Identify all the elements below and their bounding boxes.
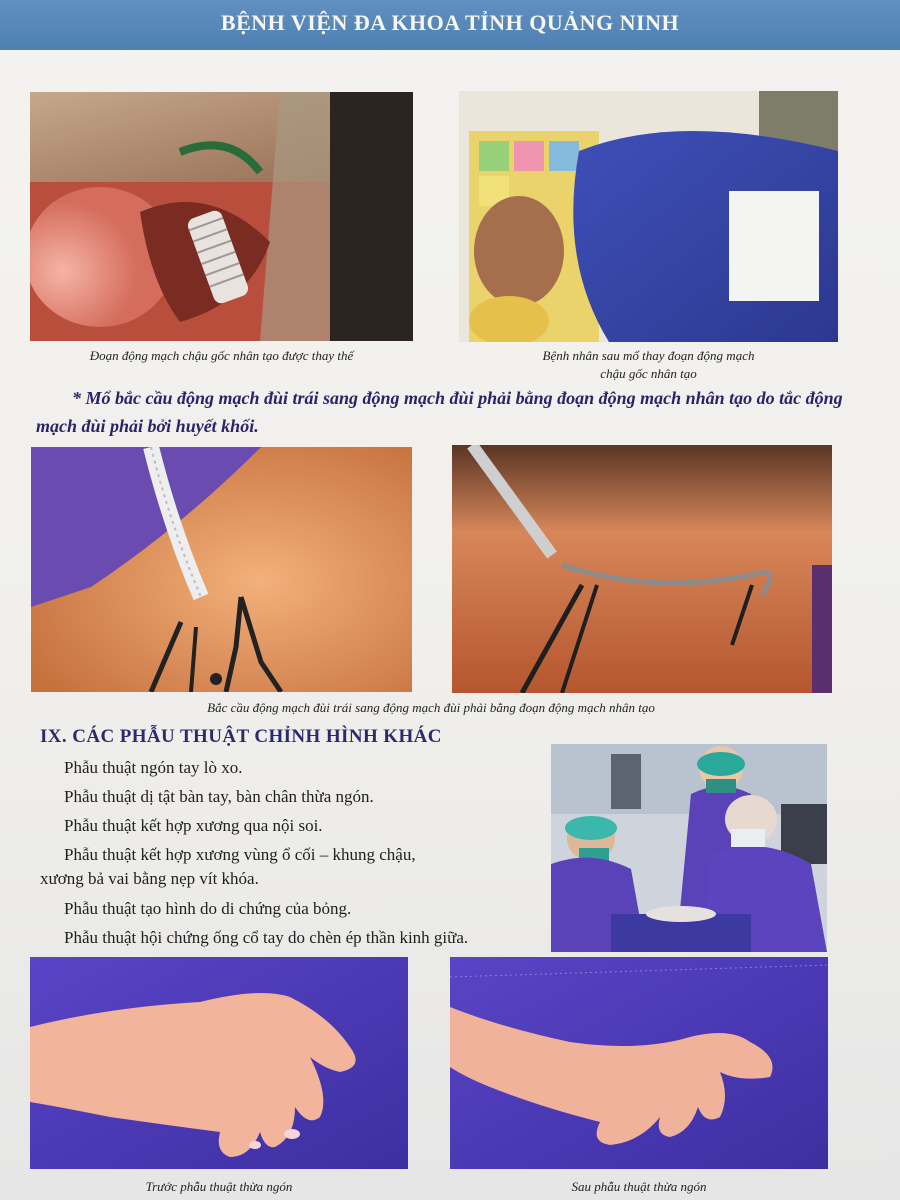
patient-photo-illustration [459,91,838,342]
photo-bypass-left [31,447,412,692]
procedure-item [40,843,544,891]
caption-patient-line1: Bệnh nhân sau mổ thay đoạn động mạch [542,348,755,363]
bypass-photo-illustration-left [31,447,412,692]
procedure-item: Phẫu thuật tạo hình do di chứng của bỏng. [64,899,352,918]
procedure-item: Phẫu thuật kết hợp xương qua nội soi. [64,816,323,835]
bypass-photo-illustration-right [452,445,832,693]
procedure-item: Phẫu thuật ngón tay lò xo. [64,758,243,777]
procedure-item: Phẫu thuật hội chứng ống cổ tay do chèn ép thần kinh giữa. [64,928,469,947]
hospital-title: BỆNH VIỆN ĐA KHOA TỈNH QUẢNG NINH [220,10,680,35]
procedure-item: Phẫu thuật dị tật bàn tay, bàn chân thừa ngón. [64,787,374,806]
photo-artificial-artery-segment [30,92,413,341]
caption-after-surgery: Sau phẫu thuật thừa ngón [571,1179,707,1194]
caption-before-surgery: Trước phẫu thuật thừa ngón [145,1179,293,1194]
caption-artificial-artery: Đoạn động mạch chậu gốc nhân tạo được thay thế [89,348,354,363]
photo-hand-before [30,957,408,1169]
procedure-list [40,756,544,955]
caption-patient-line2: chậu gốc nhân tạo [600,366,697,381]
caption-bypass: Bắc cầu động mạch đùi trái sang động mạch đùi phải bằng đoạn động mạch nhân tạo [207,700,655,715]
operating-room-illustration [551,744,827,952]
hand-before-illustration [30,957,408,1169]
photo-hand-after [450,957,828,1169]
section-title-ix: IX. CÁC PHẪU THUẬT CHỈNH HÌNH KHÁC [40,726,442,747]
photo-operating-room [551,744,827,952]
procedure-item-continuation: xương bả vai bằng nẹp vít khóa. [40,869,259,888]
surgery-photo-illustration [30,92,413,341]
header-bar [0,0,900,50]
photo-patient-after-surgery [459,91,838,342]
photo-bypass-right [452,445,832,693]
hand-after-illustration [450,957,828,1169]
bypass-heading: * Mổ bắc cầu động mạch đùi trái sang động mạch đùi phải bằng đoạn động mạch nhân tạo do tắc động mạch đùi phải bởi huyết khối. [36,388,843,436]
procedure-item-line: Phẫu thuật kết hợp xương vùng ổ cối – khung chậu, [64,845,416,864]
